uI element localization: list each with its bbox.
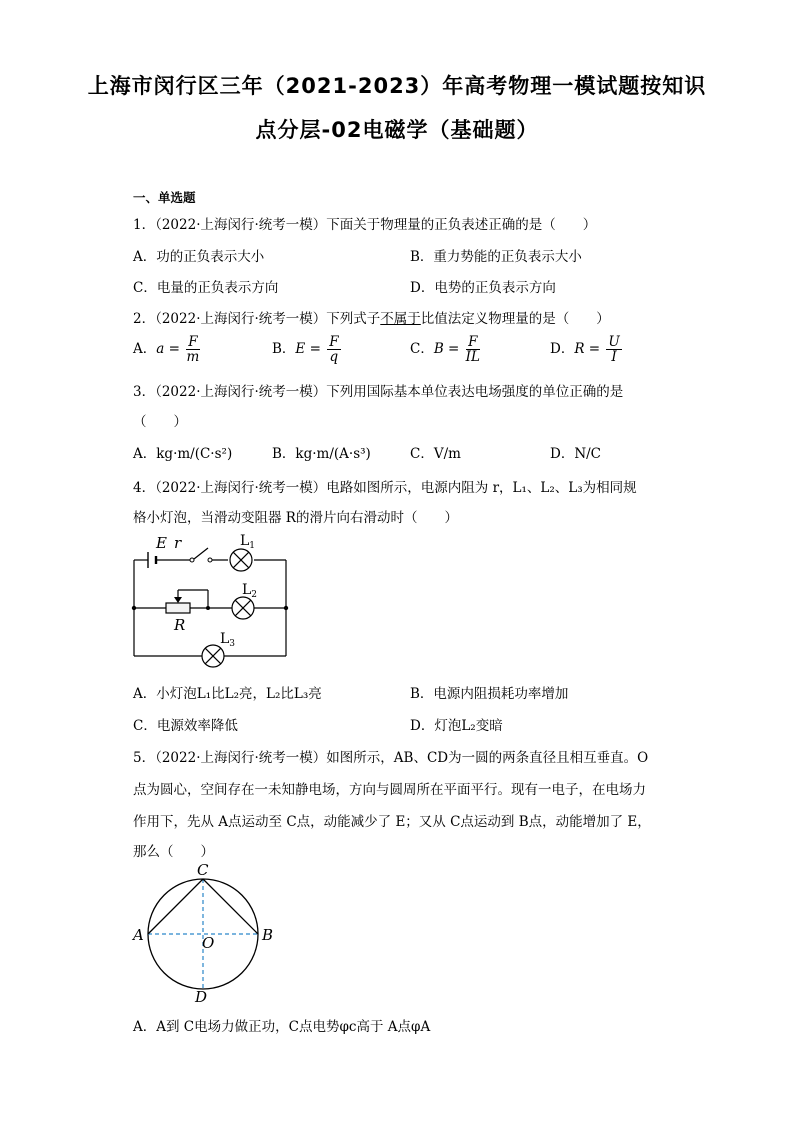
junction-dot-right-middle [284, 606, 288, 610]
q4-stem-cont: 格小灯泡，当滑动变阻器 R的滑片向右滑动时（ ） [133, 510, 458, 526]
lamp-l3-icon [202, 645, 224, 667]
q2-b-den: q [329, 349, 339, 365]
point-label-c: C [197, 861, 209, 879]
chord-cb [203, 879, 258, 934]
q2-option-d: D．R = $\frac{U}{I}$ [550, 334, 620, 365]
q2-c-den: IL [465, 349, 480, 365]
section-heading: 一、单选题 [133, 190, 196, 205]
q2-a-den: m [186, 349, 200, 365]
label-l1: $L_1$ [240, 533, 256, 551]
point-label-b: B [262, 926, 274, 944]
q2-c-fraction [466, 335, 480, 364]
lamp-l2-icon [232, 597, 254, 619]
circuit-diagram [120, 530, 300, 670]
chord-ac [148, 879, 203, 934]
lamp-l1-icon [230, 549, 252, 571]
q2-a-fraction [186, 335, 199, 364]
circle-diagram [128, 862, 278, 1004]
q4-option-d: D．灯泡L₂变暗 [410, 718, 503, 734]
q5-stem-cont3: 那么（ ） [133, 844, 214, 860]
doc-title-line2: 点分层-02电磁学（基础题） [255, 118, 539, 142]
q2-stem-post: 比值法定义物理量的是（ ） [420, 311, 610, 327]
q2-d-den: I [611, 349, 617, 365]
q2-option-c: C．B = $\frac{F}{IL}$ [410, 334, 480, 365]
q3-option-d: D．N/C [550, 446, 602, 462]
label-l3: $L_3$ [220, 631, 236, 649]
point-label-d: D [195, 988, 208, 1006]
q5-option-a: A．A到 C电场力做正功，C点电势φc高于 A点φA [133, 1019, 431, 1035]
q2-c-lhs: B [433, 341, 444, 357]
q4-option-c: C．电源效率降低 [133, 718, 238, 734]
q2-a-lhs: a [156, 341, 165, 357]
q3-stem: 3．（2022·上海闵行·统考一模）下列用国际基本单位表达电场强度的单位正确的是 [133, 384, 624, 400]
q5-stem: 5．（2022·上海闵行·统考一模）如图所示，AB、CD为一圆的两条直径且相互垂直。O [133, 750, 649, 766]
q3-option-a: A．kg·m/(C·s²) [133, 446, 233, 462]
point-label-a: A [133, 926, 144, 944]
q2-b-lhs: E [295, 341, 306, 357]
q2-b-fraction [327, 335, 340, 364]
q3-option-b: B．kg·m/(A·s³) [272, 446, 371, 462]
label-e: E [156, 534, 167, 552]
q2-a-num: F [188, 334, 198, 350]
q4-stem: 4．（2022·上海闵行·统考一模）电路如图所示，电源内阻为 r，L₁、L₂、L₃为相同规 [133, 480, 637, 496]
q4-option-a: A．小灯泡L₁比L₂亮，L₂比L₃亮 [133, 686, 322, 702]
label-r: r [174, 534, 182, 552]
label-r-rheostat: R [174, 616, 186, 634]
q4-option-b: B．电源内阻损耗功率增加 [410, 686, 569, 702]
q2-c-num: F [468, 334, 478, 350]
q2-stem-pre: 2．（2022·上海闵行·统考一模）下列式子 [133, 311, 381, 327]
junction-dot-slider [206, 606, 210, 610]
slider-arrow-icon [174, 597, 182, 603]
switch-contact-right [208, 558, 212, 562]
label-l2: $L_2$ [242, 582, 258, 600]
rheostat-icon [166, 603, 190, 613]
doc-title-line1: 上海市闵行区三年（2021-2023）年高考物理一模试题按知识 [87, 74, 707, 98]
q2-d-label: D． [550, 341, 575, 357]
switch-contact-left [190, 558, 194, 562]
q5-stem-cont1: 点为圆心，空间存在一未知静电场，方向与圆周所在平面平行。现有一电子，在电场力 [133, 782, 646, 798]
q1-option-c: C．电量的正负表示方向 [133, 280, 279, 296]
q5-stem-cont2: 作用下，先从 A点运动至 C点，动能减少了 E；又从 C点运动到 B点，动能增加了 E， [133, 814, 651, 830]
junction-dot-left-middle [132, 606, 136, 610]
q2-c-label: C． [410, 341, 434, 357]
q1-option-b: B．重力势能的正负表示大小 [410, 249, 582, 265]
q3-stem-cont: （ ） [133, 414, 187, 430]
q2-option-a: A．a = $\frac{F}{m}$ [133, 334, 200, 365]
q2-b-label: B． [272, 341, 296, 357]
q2-a-label: A． [133, 341, 157, 357]
q3-option-c: C．V/m [410, 446, 461, 462]
q1-option-a: A．功的正负表示大小 [133, 249, 265, 265]
q2-d-fraction [606, 335, 621, 364]
q2-option-b: B．E = $\frac{F}{q}$ [272, 334, 339, 365]
q1-option-d: D．电势的正负表示方向 [410, 280, 556, 296]
q2-stem [133, 307, 610, 327]
switch-lever [194, 548, 208, 559]
point-label-o: O [202, 934, 215, 952]
q2-d-num: U [608, 334, 620, 350]
q2-stem-underlined: 不属于 [380, 311, 421, 327]
q2-b-num: F [329, 334, 339, 350]
q2-d-lhs: R [574, 341, 585, 357]
q1-stem: 1．（2022·上海闵行·统考一模）下面关于物理量的正负表述正确的是（ ） [133, 217, 597, 233]
